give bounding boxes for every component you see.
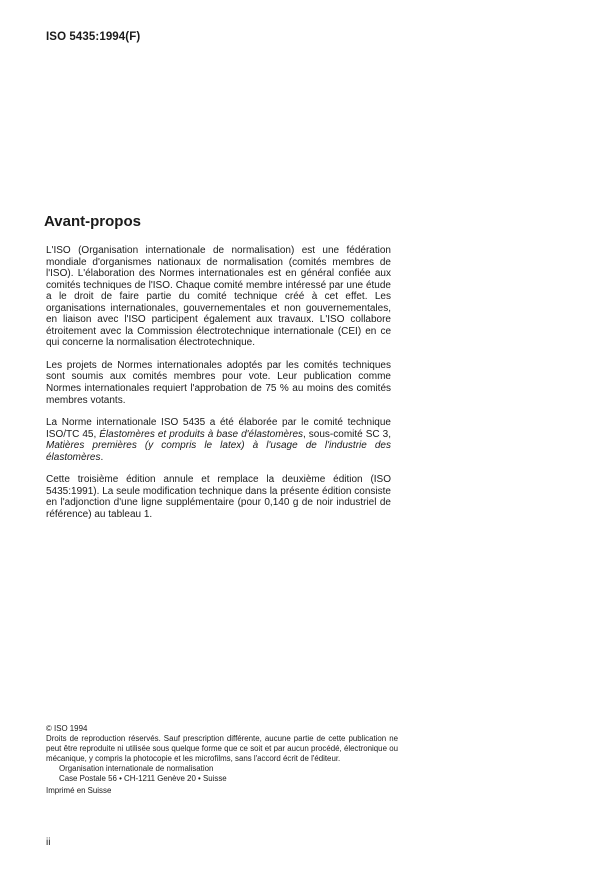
sc-title: Matières premières (y compris le latex) à l'usage de l'industrie des élastomères: [46, 440, 391, 463]
paragraph-technical-committee: [46, 417, 391, 463]
paragraph-draft-standards: Les projets de Normes internationales adoptés par les comités techniques sont soumis aux comités membres pour vote. Leur publication comme Normes internationales requiert l'approbation de 75 % au moins des comités membres votants.: [46, 359, 391, 406]
document-id: ISO 5435:1994(F): [46, 31, 141, 43]
copyright-block: [46, 724, 398, 796]
copyright-line: © ISO 1994: [46, 724, 88, 733]
tc-title: Élastomères et produits à base d'élastomères: [99, 428, 304, 440]
organisation-address: Case Postale 56 • CH-1211 Genève 20 • Suisse: [59, 774, 227, 784]
tc-text-1: La Norme internationale ISO 5435 a été élaborée par le comité technique ISO/TC 45,: [46, 417, 391, 440]
paragraph-iso-organisation: L'ISO (Organisation internationale de normalisation) est une fédération mondiale d'organismes nationaux de normalisation (comités membres de l'ISO). L'élaboration des Normes internationales est en général confiée aux comités techniques de l'ISO. Chaque comité membre intéressé par une étude a le droit de faire partie du comité technique créé à cet effet. Les organisations internationales, gouvernementales et non gouvernementales, en liaison avec l'ISO participent également aux travaux. L'ISO collabore étroitement avec la Commission électrotechnique internationale (CEI) en ce qui concerne la normalisation électrotechnique.: [46, 245, 391, 349]
printed-in: Imprimé en Suisse: [46, 785, 112, 795]
tc-text-2: , sous-comité SC 3,: [303, 428, 391, 440]
paragraph-edition-note: Cette troisième édition annule et remplace la deuxième édition (ISO 5435:1991). La seule modification technique dans la présente édition consiste en l'adjonction d'une ligne supplémentaire (pour 0,140 g de noir industriel de référence) au tableau 1.: [46, 474, 391, 520]
page-number: ii: [46, 837, 51, 848]
foreword-body: [46, 245, 391, 531]
copyright-rights: Droits de reproduction réservés. Sauf prescription différente, aucune partie de cette publication ne peut être reproduite ni utilisée sous quelque forme que ce soit et par aucun procédé, électronique ou mécanique, y compris la photocopie et les microfilms, sans l'accord écrit de l'éditeur.: [46, 734, 398, 764]
tc-text-3: .: [100, 451, 104, 463]
section-title: Avant-propos: [44, 213, 141, 230]
organisation-name: Organisation internationale de normalisation: [59, 764, 214, 774]
